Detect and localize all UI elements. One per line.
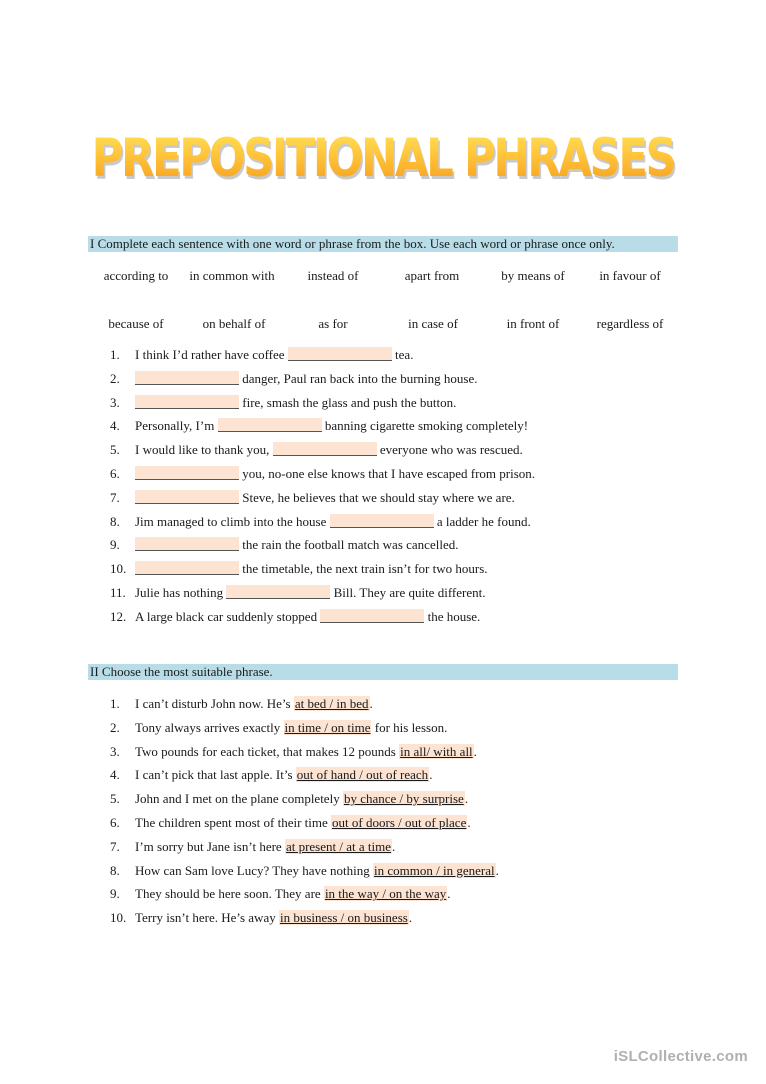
item-number: 8. bbox=[110, 513, 120, 529]
word-box-item: apart from bbox=[404, 268, 460, 283]
item-number: 3. bbox=[110, 743, 120, 759]
item-number: 8. bbox=[110, 862, 120, 878]
list-item bbox=[110, 695, 373, 713]
list-item bbox=[110, 513, 531, 531]
footer-watermark: iSLCollective.com bbox=[613, 1048, 748, 1065]
word-box-item: instead of bbox=[307, 268, 359, 283]
item-number: 5. bbox=[110, 442, 120, 458]
item-number: 6. bbox=[110, 815, 120, 830]
item-text-after: . bbox=[473, 743, 477, 759]
item-text-after: . bbox=[369, 696, 373, 711]
item-number: 10. bbox=[110, 561, 127, 577]
word-box-item: regardless of bbox=[596, 316, 664, 331]
answer-blank[interactable] bbox=[135, 395, 239, 409]
item-number: 4. bbox=[110, 418, 120, 434]
list-item bbox=[110, 909, 412, 927]
item-text-before: A large black car suddenly stopped bbox=[135, 608, 321, 624]
item-text-after: banning cigarette smoking completely! bbox=[321, 418, 529, 434]
item-text-after: danger, Paul ran back into the burning house. bbox=[239, 370, 478, 386]
page-title: PREPOSITIONAL PHRASES bbox=[69, 128, 697, 189]
list-item bbox=[110, 814, 471, 832]
answer-choice[interactable]: in all/ with all bbox=[400, 743, 473, 759]
item-text-before: John and I met on the plane completely bbox=[135, 791, 343, 807]
item-text-after: . bbox=[447, 886, 451, 902]
item-number: 10. bbox=[110, 910, 127, 926]
list-item bbox=[110, 838, 395, 856]
item-number: 1. bbox=[110, 696, 120, 711]
list-item bbox=[110, 862, 499, 880]
word-box-item: in common with bbox=[189, 268, 275, 283]
item-text-before: The children spent most of their time bbox=[135, 815, 332, 830]
section2-instruction: II Choose the most suitable phrase. bbox=[88, 664, 678, 680]
item-text-after: a ladder he found. bbox=[433, 513, 531, 529]
answer-blank[interactable] bbox=[135, 537, 239, 551]
answer-choice[interactable]: in the way / on the way bbox=[324, 886, 447, 902]
item-number: 2. bbox=[110, 719, 120, 735]
list-item bbox=[110, 536, 458, 554]
answer-choice[interactable]: in time / on time bbox=[284, 719, 371, 735]
word-box-item: by means of bbox=[501, 268, 565, 283]
item-text-after: . bbox=[392, 838, 396, 854]
item-text-after: the rain the football match was cancelled. bbox=[239, 537, 459, 553]
item-text-after: . bbox=[464, 791, 469, 807]
list-item bbox=[110, 719, 447, 737]
item-text-after: . bbox=[429, 767, 433, 783]
list-item bbox=[110, 346, 413, 364]
list-item bbox=[110, 560, 488, 578]
word-box-item: according to bbox=[103, 268, 169, 283]
item-text-before: Two pounds for each ticket, that makes 12 pounds bbox=[135, 743, 400, 759]
item-number: 1. bbox=[110, 347, 120, 362]
item-text-after: the house. bbox=[424, 608, 481, 624]
item-text-after: you, no-one else knows that I have escaped from prison. bbox=[239, 466, 536, 481]
list-item bbox=[110, 394, 456, 412]
item-number: 3. bbox=[110, 394, 120, 410]
item-text-after: Bill. They are quite different. bbox=[330, 585, 486, 600]
answer-blank[interactable] bbox=[320, 609, 424, 623]
item-text-after: . bbox=[467, 815, 471, 830]
item-text-before: I can’t pick that last apple. It’s bbox=[135, 767, 296, 783]
answer-blank[interactable] bbox=[330, 514, 434, 528]
answer-choice[interactable]: out of hand / out of reach bbox=[296, 767, 429, 783]
word-box-item: as for bbox=[318, 316, 348, 331]
item-text-before: Julie has nothing bbox=[135, 585, 227, 600]
list-item bbox=[110, 584, 485, 602]
list-item bbox=[110, 417, 528, 435]
word-box-item: in front of bbox=[506, 316, 560, 331]
item-number: 9. bbox=[110, 537, 120, 553]
item-text-before: They should be here soon. They are bbox=[135, 886, 324, 902]
list-item bbox=[110, 766, 432, 784]
item-number: 6. bbox=[110, 466, 120, 481]
item-text-before: Jim managed to climb into the house bbox=[135, 513, 330, 529]
item-number: 11. bbox=[110, 585, 126, 600]
item-number: 4. bbox=[110, 767, 120, 783]
item-text-before: I’m sorry but Jane isn’t here bbox=[135, 838, 285, 854]
item-text-after: everyone who was rescued. bbox=[376, 442, 523, 458]
item-text-before: Tony always arrives exactly bbox=[135, 719, 284, 735]
item-text-before: I would like to thank you, bbox=[135, 442, 273, 458]
list-item bbox=[110, 370, 477, 388]
answer-choice[interactable]: in common / in general bbox=[374, 862, 495, 878]
item-text-after: tea. bbox=[391, 347, 414, 362]
item-text-after: . bbox=[495, 862, 499, 878]
item-text-before: How can Sam love Lucy? They have nothing bbox=[135, 862, 374, 878]
item-text-after: . bbox=[408, 910, 413, 926]
item-text-after: Steve, he believes that we should stay where we are. bbox=[239, 489, 515, 505]
item-text-before: Terry isn’t here. He’s away bbox=[135, 910, 279, 926]
item-number: 7. bbox=[110, 489, 120, 505]
list-item bbox=[110, 790, 468, 808]
item-text-after: for his lesson. bbox=[371, 719, 448, 735]
list-item bbox=[110, 441, 523, 459]
list-item bbox=[110, 608, 480, 626]
answer-blank[interactable] bbox=[226, 585, 330, 599]
list-item bbox=[110, 885, 451, 903]
list-item bbox=[110, 743, 477, 761]
answer-blank[interactable] bbox=[135, 490, 239, 504]
answer-choice[interactable]: at present / at a time bbox=[285, 838, 391, 854]
section1-instruction: I Complete each sentence with one word or phrase from the box. Use each word or phrase once only. bbox=[88, 236, 678, 252]
answer-blank[interactable] bbox=[218, 418, 322, 432]
item-text-before: I can’t disturb John now. He’s bbox=[135, 696, 294, 711]
word-box-item: in favour of bbox=[599, 268, 661, 283]
answer-blank[interactable] bbox=[135, 561, 239, 575]
item-number: 9. bbox=[110, 886, 120, 902]
word-box-item: because of bbox=[108, 316, 164, 331]
item-text-before: Personally, I’m bbox=[135, 418, 218, 434]
word-box-item: on behalf of bbox=[202, 316, 266, 331]
answer-blank[interactable] bbox=[135, 466, 239, 480]
answer-choice[interactable]: by chance / by surprise bbox=[343, 791, 464, 807]
item-number: 5. bbox=[110, 791, 120, 807]
item-number: 2. bbox=[110, 370, 120, 386]
item-number: 12. bbox=[110, 608, 127, 624]
list-item bbox=[110, 465, 535, 483]
list-item bbox=[110, 489, 515, 507]
item-text-after: fire, smash the glass and push the button. bbox=[239, 394, 457, 410]
answer-blank[interactable] bbox=[288, 347, 392, 361]
item-text-after: the timetable, the next train isn’t for two hours. bbox=[239, 561, 488, 577]
answer-blank[interactable] bbox=[273, 442, 377, 456]
item-text-before: I think I’d rather have coffee bbox=[135, 347, 288, 362]
answer-blank[interactable] bbox=[135, 371, 239, 385]
item-number: 7. bbox=[110, 838, 120, 854]
answer-choice[interactable]: out of doors / out of place bbox=[332, 815, 467, 830]
word-box-item: in case of bbox=[408, 316, 458, 331]
answer-choice[interactable]: in business / on business bbox=[279, 910, 408, 926]
answer-choice[interactable]: at bed / in bed bbox=[294, 696, 369, 711]
